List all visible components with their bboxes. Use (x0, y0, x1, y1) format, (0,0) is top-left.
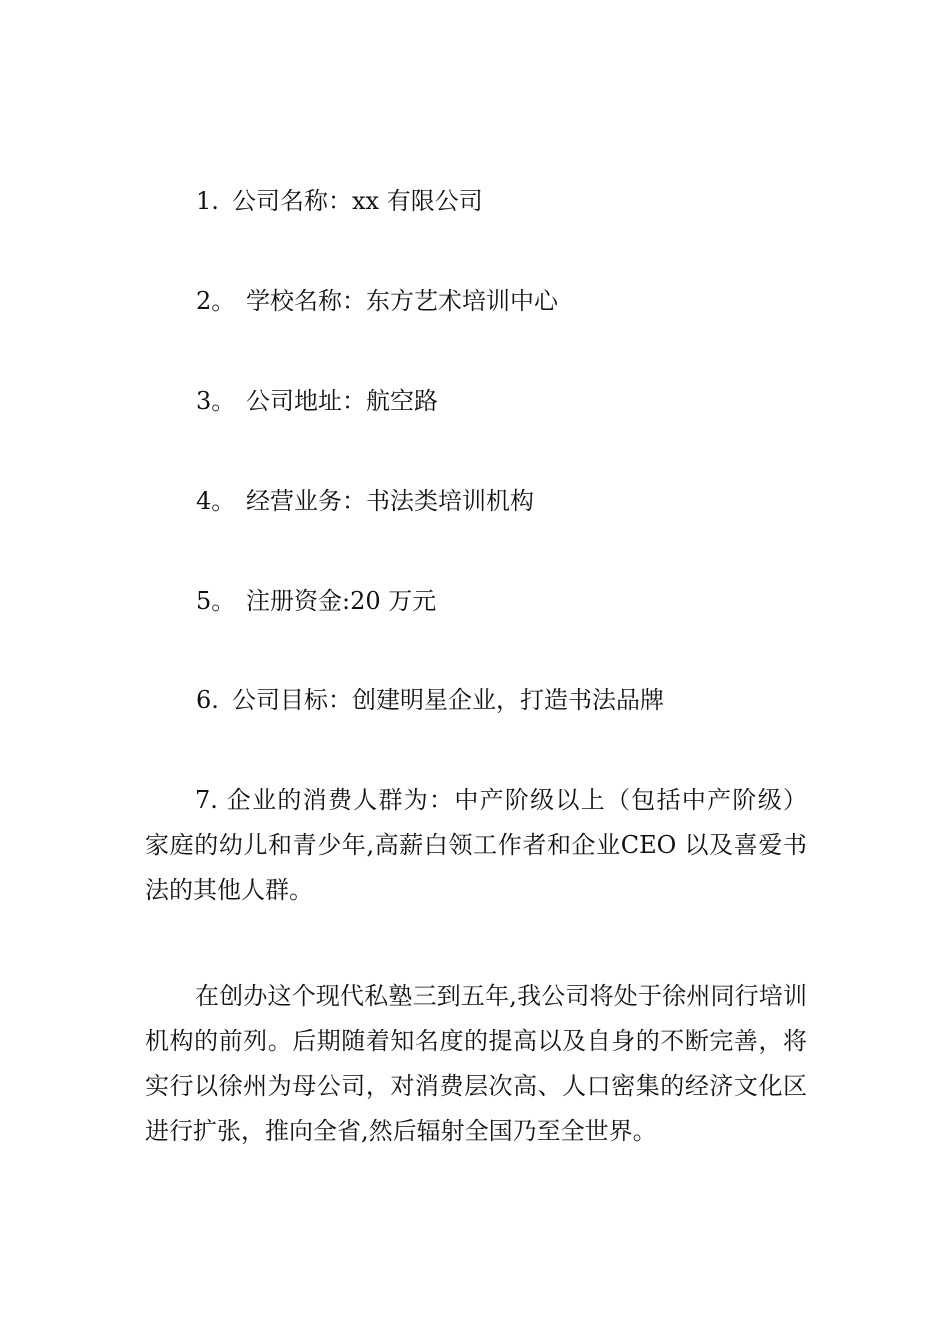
list-item-school-name (196, 286, 558, 316)
list-item-text: 注册资金:20 万元 (246, 587, 437, 615)
list-item-text: 公司地址：航空路 (246, 387, 438, 415)
paragraph-target-customers: 7. 企业的消费人群为：中产阶级以上（包括中产阶级） 家庭的幼儿和青少年,高薪白领工作者和企业CEO 以及喜爱书法的其他人群。 (145, 786, 807, 904)
list-item-text: 经营业务：书法类培训机构 (246, 487, 534, 515)
list-item-company-name (196, 186, 483, 216)
list-item-text: 学校名称：东方艺术培训中心 (246, 287, 558, 315)
paragraph-expansion-plan: 在创办这个现代私塾三到五年,我公司将处于徐州同行培训机构的前列。后期随着知名度的提高以及自身的不断完善，将实行以徐州为母公司，对消费层次高、人口密集的经济文化区进行扩张，推向全省,然后辐射全国乃至全世界。 (145, 982, 807, 1145)
list-item-number: 3。 (196, 387, 236, 415)
list-item-number: 4。 (196, 487, 236, 515)
list-item-text: 公司名称：xx 有限公司 (232, 187, 483, 215)
list-item-number: 1. (196, 187, 219, 215)
list-item-registered-capital (196, 586, 436, 616)
list-item-number: 5。 (196, 587, 236, 615)
list-item-company-address (196, 386, 438, 416)
list-item-number: 2。 (196, 287, 236, 315)
list-item-company-goal (196, 685, 664, 715)
list-item-business-scope (196, 486, 534, 516)
list-item-number: 6. (196, 686, 219, 714)
list-item-text: 公司目标：创建明星企业，打造书法品牌 (232, 686, 664, 714)
